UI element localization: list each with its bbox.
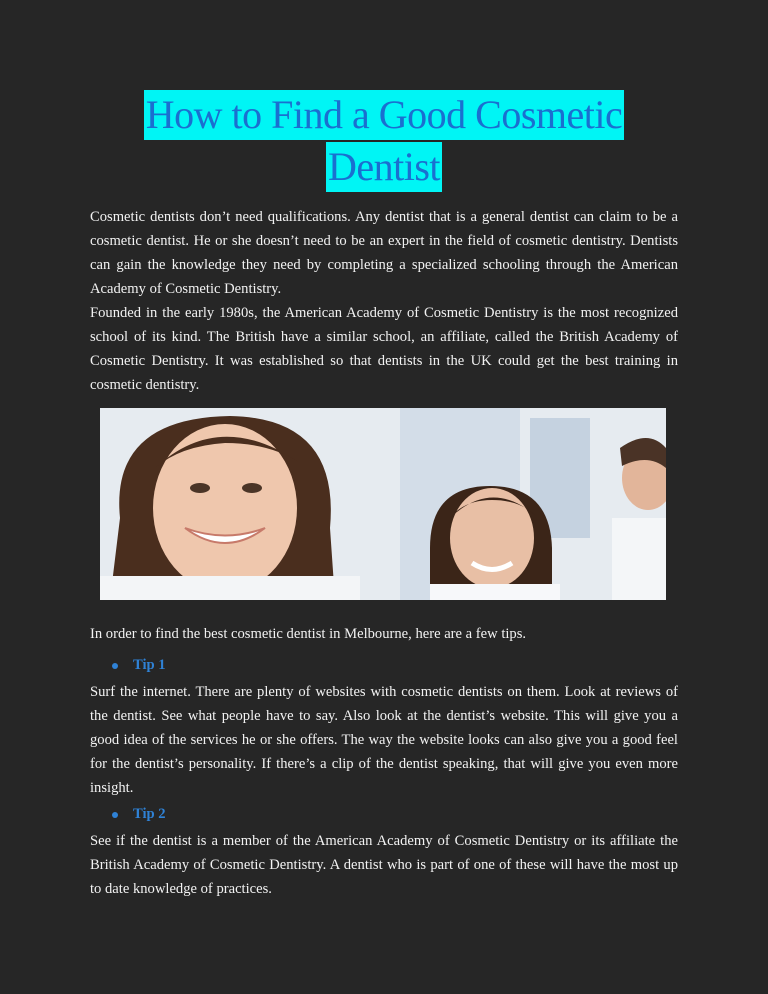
bullet-icon — [112, 812, 118, 818]
tip-1-paragraph: Surf the internet. There are plenty of websites with cosmetic dentists on them. Look at reviews of the dentist. See what people have to say. Also look at the dentist’s website. This will give you a good idea of the services he or she offers. The way the website looks can also give you a good feel for the dentist’s personality. If there’s a clip of the dentist speaking, that will give you even more insight. — [90, 684, 678, 796]
tip-1-label: Tip 1 — [133, 657, 166, 673]
tips-intro-paragraph: In order to find the best cosmetic dentist in Melbourne, here are a few tips. — [90, 626, 527, 642]
photo-illustration — [100, 408, 666, 600]
tip-2-label: Tip 2 — [133, 806, 166, 822]
bullet-icon — [112, 663, 118, 669]
history-paragraph: Founded in the early 1980s, the American Academy of Cosmetic Dentistry is the most recognized school of its kind. The British have a similar school, an affiliate, called the British Academy of Cosmetic Dentistry. It was established so that dentists in the UK could get the best training in cosmetic dentistry. — [90, 305, 678, 393]
intro-paragraph: Cosmetic dentists don’t need qualifications. Any dentist that is a general dentist can claim to be a cosmetic dentist. He or she doesn’t need to be an expert in the field of cosmetic dentistry. Dentists can gain the knowledge they need by completing a specialized schooling through the American Academy of Cosmetic Dentistry. — [90, 209, 678, 297]
dentists-photo — [100, 408, 666, 600]
title-line-2: Dentist — [326, 142, 442, 192]
page-title — [0, 90, 768, 192]
title-line-1: How to Find a Good Cosmetic — [144, 90, 624, 140]
tip-2-paragraph: See if the dentist is a member of the American Academy of Cosmetic Dentistry or its affiliate the British Academy of Cosmetic Dentistry. A dentist who is part of one of these will have the most up to date knowledge of practices. — [90, 833, 678, 897]
tip-1-bullet — [112, 654, 166, 676]
tip-2-bullet — [112, 803, 166, 825]
